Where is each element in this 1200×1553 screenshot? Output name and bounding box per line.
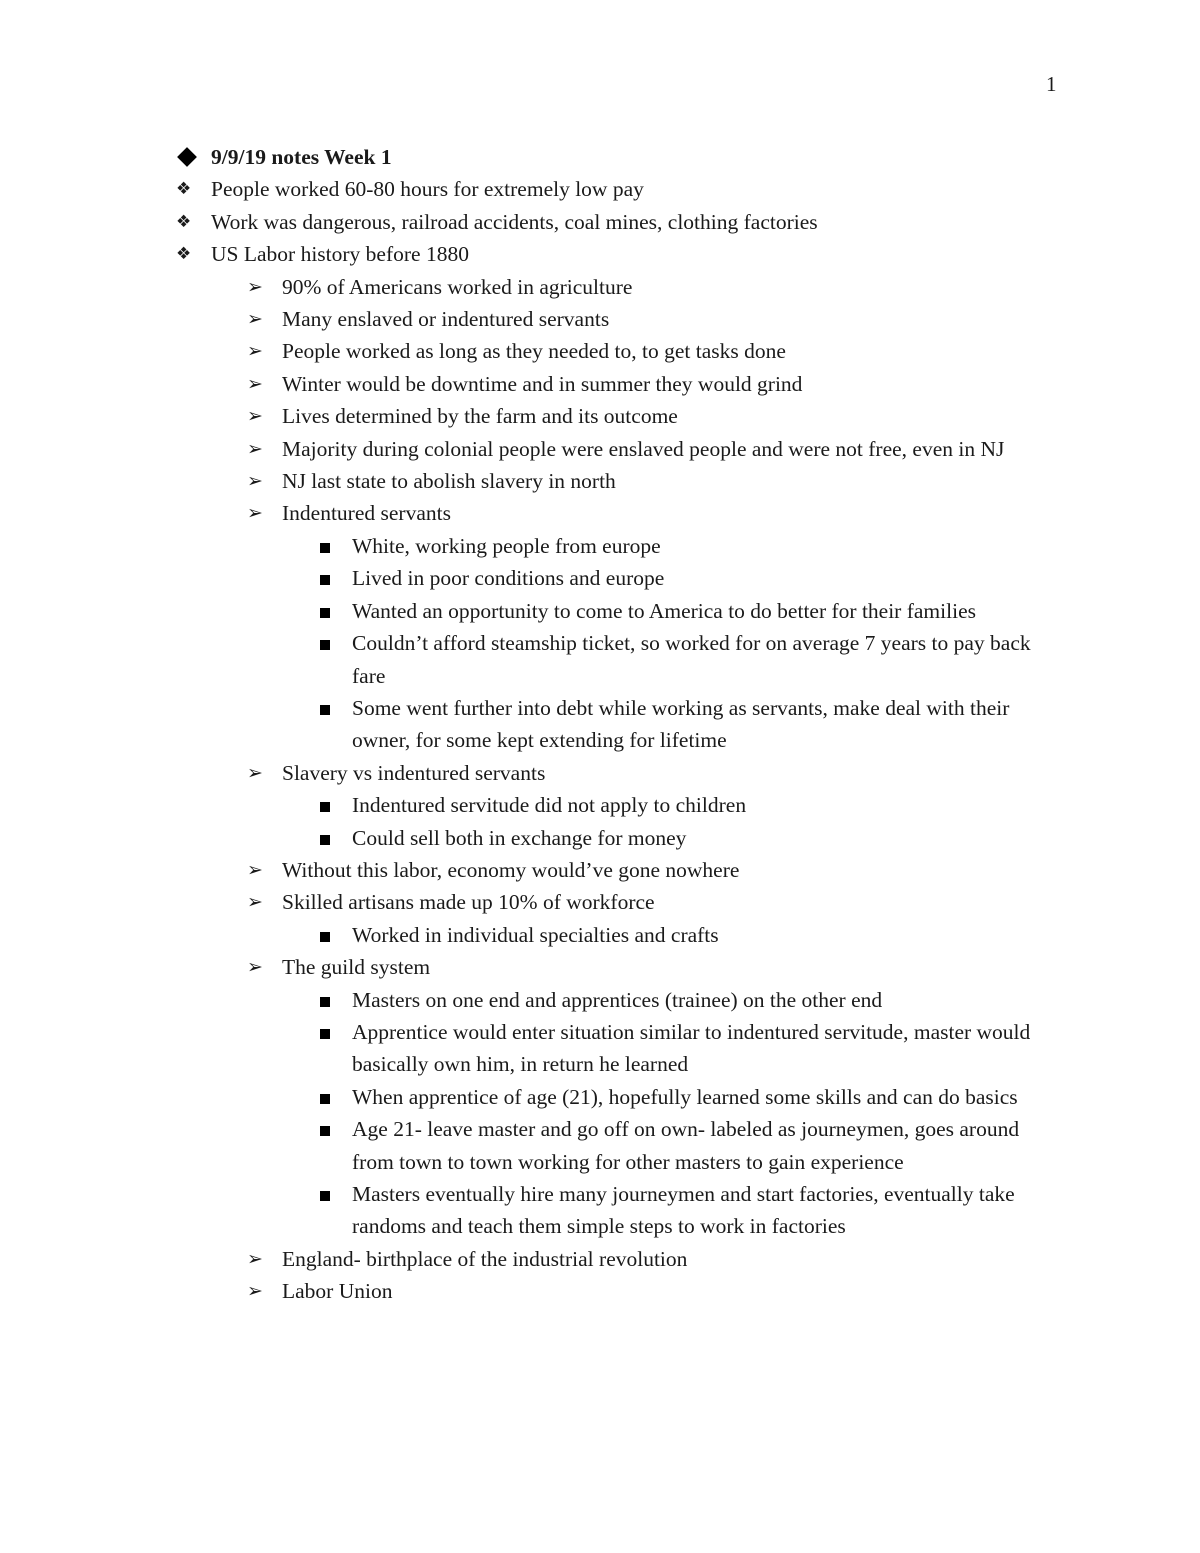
square-icon [316,1113,346,1145]
list-item-text: Labor Union [282,1279,393,1304]
list-item-text: Masters eventually hire many journeymen and start factories, eventually take randoms and teach them simple steps to work in factories [352,1182,1015,1239]
list-item-text: The guild system [282,955,431,980]
list-item-text: Indentured servitude did not apply to children [352,793,747,818]
list-item [0,368,1200,400]
list-item [0,497,1200,529]
list-item [0,1243,1200,1275]
list-item-text: Couldn’t afford steamship ticket, so worked for on average 7 years to pay back fare [352,631,1031,688]
square-icon [316,692,346,724]
four-diamond-icon: ❖ [176,244,192,265]
list-item [0,303,1200,335]
square-icon [316,1178,346,1210]
list-item-text: US Labor history before 1880 [211,242,469,267]
list-item [0,530,1200,562]
arrow-icon: ➢ [247,502,263,525]
arrow-icon: ➢ [247,437,263,460]
square-icon [316,984,346,1016]
list-item [0,692,1200,757]
arrow-icon: ➢ [247,308,263,331]
square-icon [316,822,346,854]
list-item-text: Some went further into debt while working as servants, make deal with their owner, for some kept extending for lifetime [352,695,1010,753]
list-item [0,173,1200,205]
list-item-text: Indentured servants [282,501,451,526]
list-item-text: When apprentice of age (21), hopefully learned some skills and can do basics [352,1084,1018,1109]
square-icon [316,789,346,821]
list-item [0,1178,1200,1243]
list-item-text: Skilled artisans made up 10% of workforce [282,890,655,915]
list-item-text: 9/9/19 notes Week 1 [211,145,392,169]
list-item-text: Slavery vs indentured servants [282,760,546,785]
square-icon [316,919,346,951]
list-item-text: Work was dangerous, railroad accidents, coal mines, clothing factories [211,209,818,234]
arrow-icon: ➢ [247,761,263,784]
list-item [0,854,1200,886]
list-item-text: Could sell both in exchange for money [352,825,687,850]
arrow-icon: ➢ [247,405,263,428]
list-item-text: People worked 60-80 hours for extremely low pay [211,177,644,202]
list-item [0,238,1200,270]
list-item [0,1081,1200,1113]
list-item-text: People worked as long as they needed to, to get tasks done [282,339,786,364]
arrow-icon: ➢ [247,470,263,493]
square-icon [316,1016,346,1048]
list-item [0,206,1200,238]
list-item-text: Without this labor, economy would’ve gone nowhere [282,857,740,882]
list-item-text: Apprentice would enter situation similar to indentured servitude, master would basically own him, in return he learned [352,1019,1031,1077]
list-item [0,595,1200,627]
list-item [0,1016,1200,1081]
arrow-icon: ➢ [247,1280,263,1303]
arrow-icon: ➢ [247,340,263,363]
list-item-text: Winter would be downtime and in summer they would grind [282,371,803,396]
list-item-text: Masters on one end and apprentices (trainee) on the other end [352,987,883,1012]
list-item-text: White, working people from europe [352,533,661,558]
list-item [0,1113,1200,1178]
list-item [0,400,1200,432]
list-item [0,465,1200,497]
square-icon [316,530,346,562]
square-icon [316,627,346,659]
list-item [0,951,1200,983]
notes-title [0,141,1200,173]
arrow-icon: ➢ [247,1247,263,1270]
notes-list [0,141,1200,1308]
list-item [0,984,1200,1016]
list-item [0,271,1200,303]
four-diamond-icon: ❖ [176,211,192,232]
arrow-icon: ➢ [247,275,263,298]
list-item [0,433,1200,465]
list-item [0,822,1200,854]
list-item [0,627,1200,692]
arrow-icon: ➢ [247,372,263,395]
list-item-text: Wanted an opportunity to come to America to do better for their families [352,598,976,623]
list-item [0,1275,1200,1307]
square-icon [316,595,346,627]
list-item-text: Lives determined by the farm and its outcome [282,404,678,429]
list-item [0,562,1200,594]
diamond-icon [176,141,206,173]
list-item-text: England- birthplace of the industrial revolution [282,1246,688,1271]
list-item [0,757,1200,789]
list-item [0,886,1200,918]
arrow-icon: ➢ [247,858,263,881]
list-item [0,919,1200,951]
list-item-text: Many enslaved or indentured servants [282,307,610,332]
square-icon [316,1081,346,1113]
list-item [0,335,1200,367]
list-item-text: Lived in poor conditions and europe [352,566,665,591]
list-item-text: NJ last state to abolish slavery in north [282,469,616,494]
four-diamond-icon: ❖ [176,179,192,200]
list-item-text: Majority during colonial people were enslaved people and were not free, even in NJ [282,436,1005,461]
list-item [0,789,1200,821]
list-item-text: Age 21- leave master and go off on own- labeled as journeymen, goes around from town to town working for other masters to gain experience [352,1117,1020,1174]
arrow-icon: ➢ [247,956,263,979]
list-item-text: Worked in individual specialties and crafts [352,922,719,947]
list-item-text: 90% of Americans worked in agriculture [282,274,633,299]
arrow-icon: ➢ [247,891,263,914]
page-number: 1 [1046,72,1057,96]
square-icon [316,562,346,594]
